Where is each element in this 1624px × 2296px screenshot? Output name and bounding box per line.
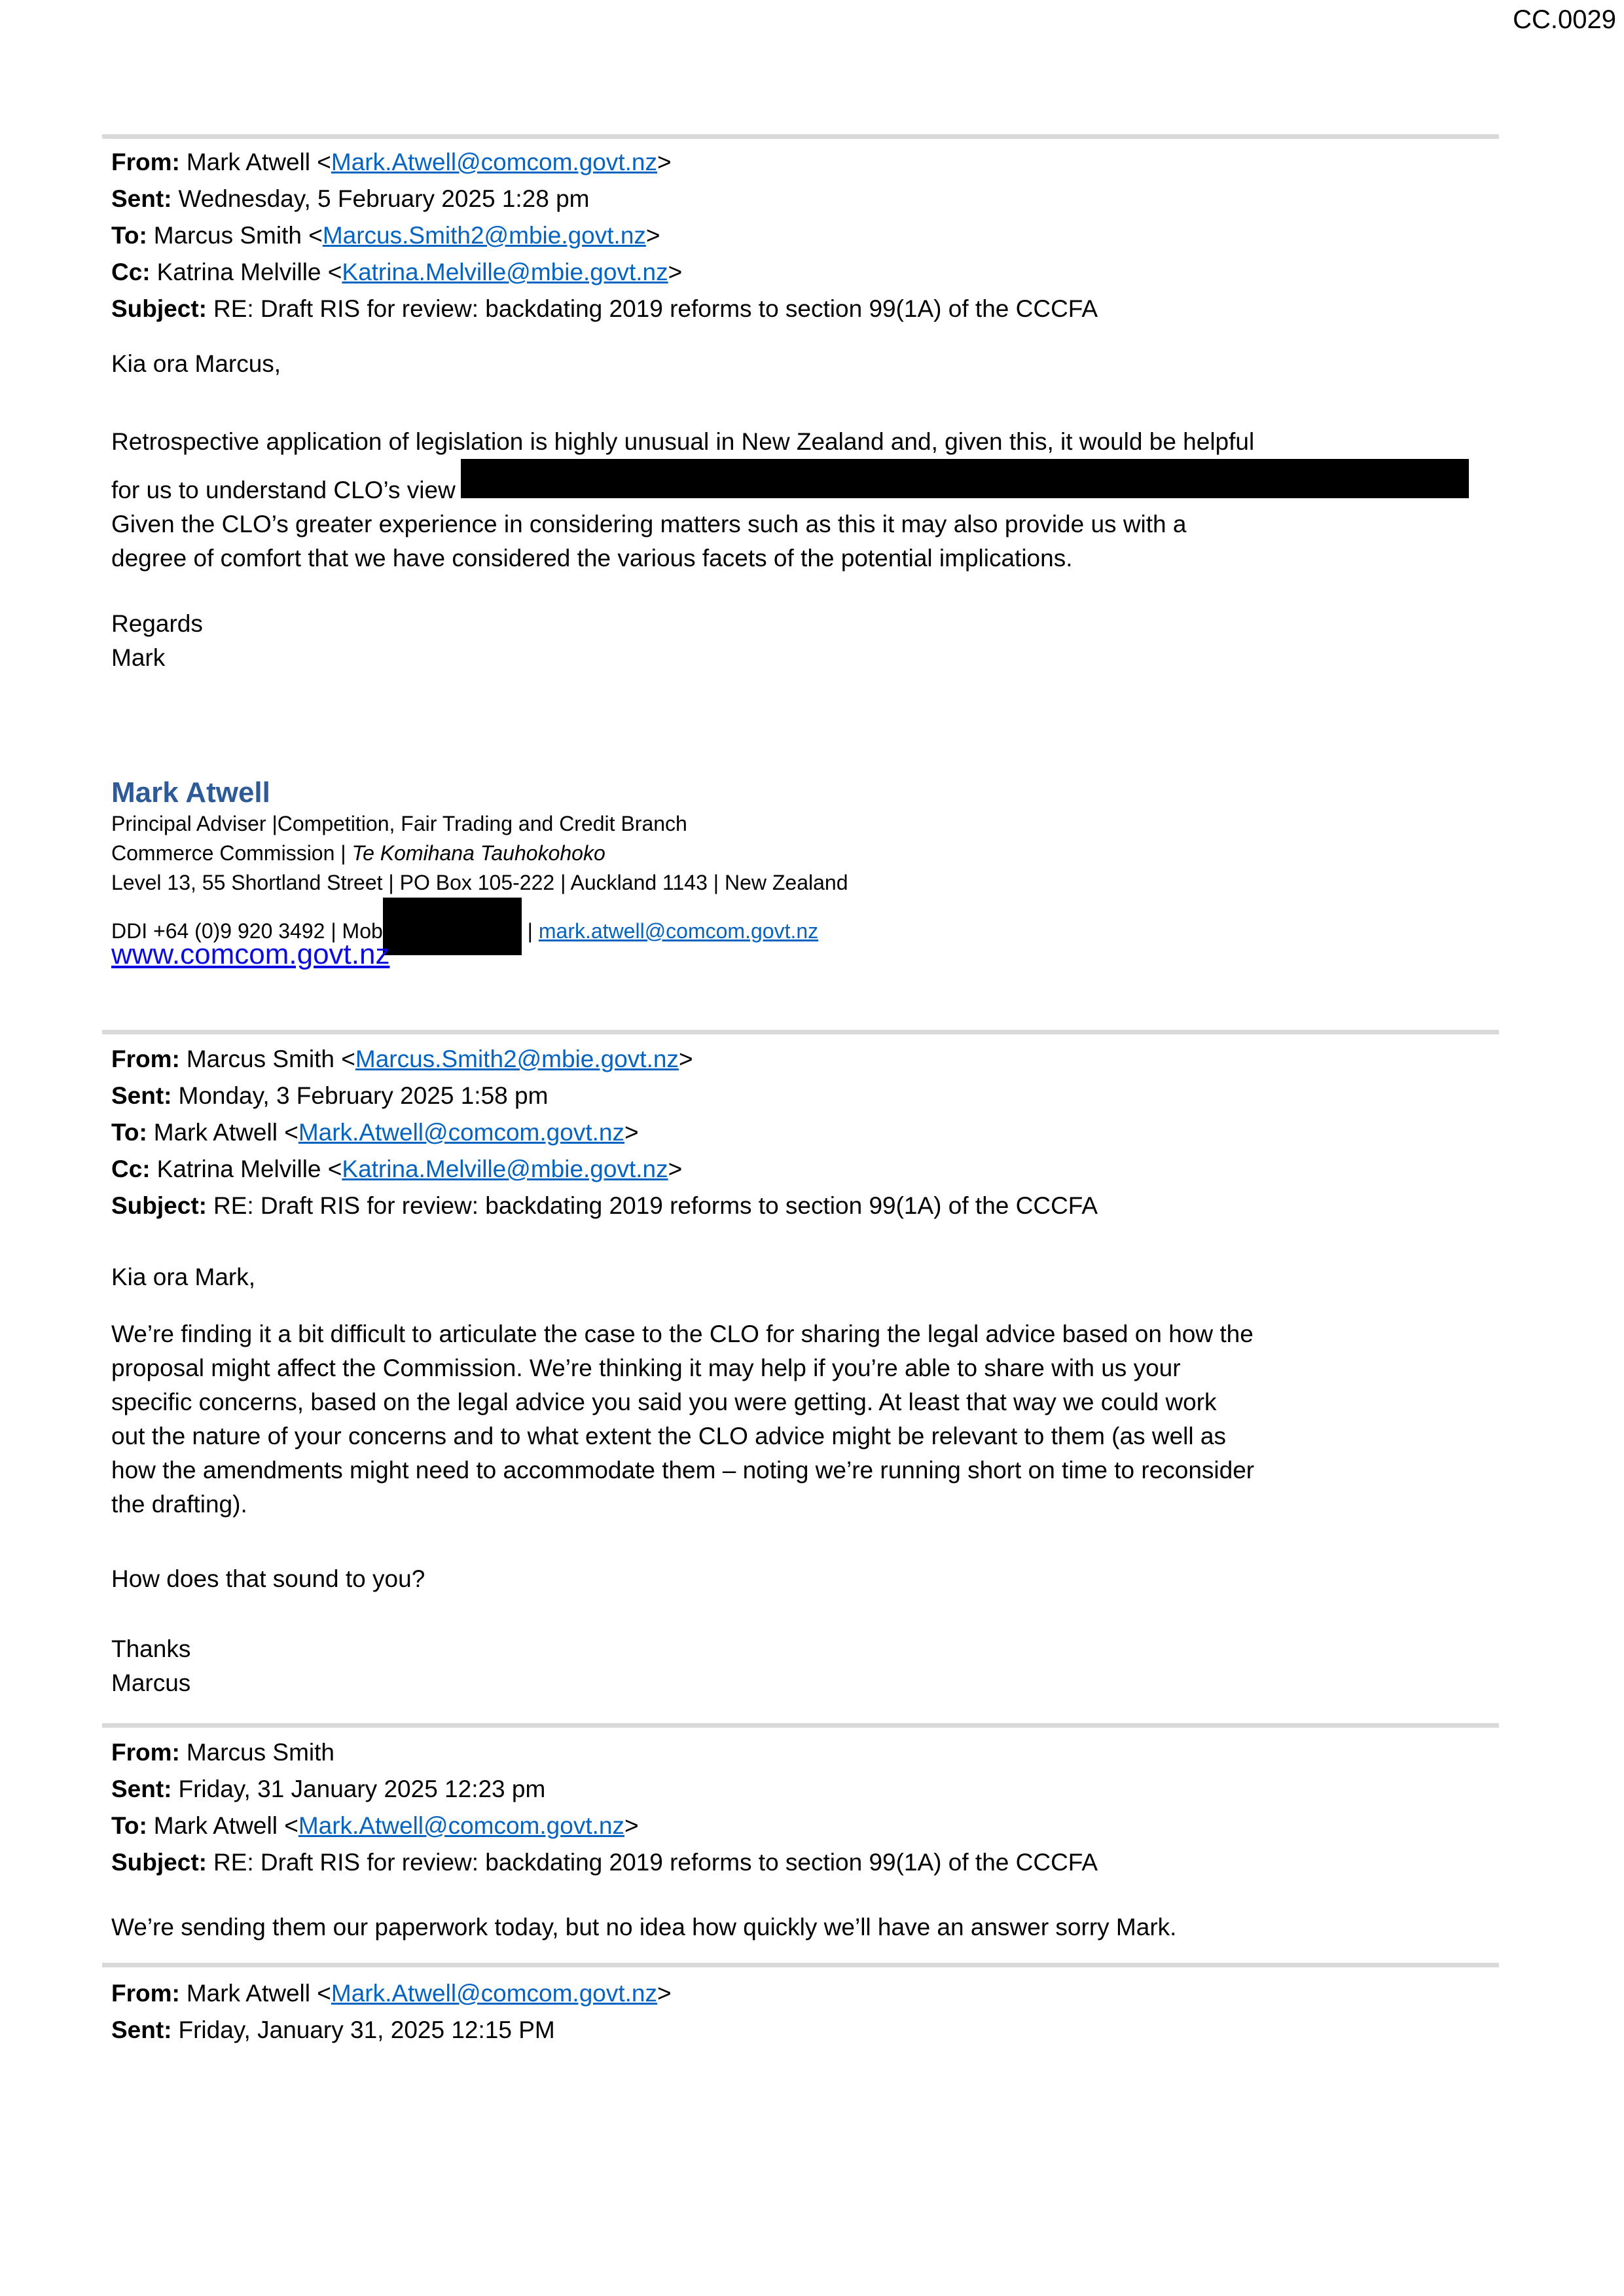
signature-website-link[interactable]: www.comcom.govt.nz: [111, 938, 390, 970]
from-label: From:: [111, 1980, 180, 2007]
email2-signoff: [111, 1632, 1499, 1700]
body-line: the drafting).: [111, 1491, 247, 1518]
sent-value: Wednesday, 5 February 2025 1:28 pm: [178, 185, 590, 212]
email1-greeting: [111, 347, 1499, 381]
from-email-link[interactable]: Mark.Atwell@comcom.govt.nz: [331, 149, 658, 175]
header-row-subject: [111, 291, 1499, 327]
email2-question: [111, 1562, 1499, 1596]
subject-label: Subject:: [111, 1849, 207, 1876]
body-line-redacted: [111, 459, 1499, 507]
from-name: Mark Atwell <: [186, 1980, 331, 2007]
body-line: how the amendments might need to accommodate them – noting we’re running short on time to reconsider: [111, 1457, 1255, 1484]
to-bracket: >: [624, 1812, 639, 1839]
body-line: Given the CLO’s greater experience in considering matters such as this it may also provide us with a: [111, 511, 1187, 538]
signature-name: Mark Atwell: [111, 776, 270, 809]
header-row-subject: [111, 1188, 1499, 1224]
email1-signoff: [111, 607, 1499, 675]
from-bracket: >: [678, 1046, 693, 1072]
from-label: From:: [111, 1739, 180, 1766]
closing-line: Regards: [111, 610, 203, 637]
cc-name: Katrina Melville <: [156, 259, 342, 285]
from-bracket: >: [657, 149, 672, 175]
cc-name: Katrina Melville <: [156, 1156, 342, 1182]
header-row-subject: [111, 1844, 1499, 1881]
subject-value: RE: Draft RIS for review: backdating 2019 reforms to section 99(1A) of the CCCFA: [213, 1192, 1098, 1219]
subject-value: RE: Draft RIS for review: backdating 2019 reforms to section 99(1A) of the CCCFA: [213, 1849, 1098, 1876]
header-row-from: [111, 1041, 1499, 1078]
email-thread: [111, 134, 1499, 2049]
subject-label: Subject:: [111, 295, 207, 322]
header-row-sent: [111, 181, 1499, 217]
greeting-line: Kia ora Mark,: [111, 1264, 256, 1290]
cc-label: Cc:: [111, 259, 151, 285]
greeting-line: Kia ora Marcus,: [111, 350, 281, 377]
sent-label: Sent:: [111, 1082, 172, 1109]
email1-header: [111, 144, 1499, 327]
header-row-cc: [111, 1151, 1499, 1188]
to-email-link[interactable]: Mark.Atwell@comcom.govt.nz: [298, 1119, 624, 1146]
body-line-text: for us to understand CLO’s view: [111, 477, 456, 503]
email3-header: [111, 1734, 1499, 1881]
sent-value: Friday, January 31, 2025 12:15 PM: [178, 2016, 555, 2043]
cc-label: Cc:: [111, 1156, 151, 1182]
signature-address: Level 13, 55 Shortland Street | PO Box 105-222 | Auckland 1143 | New Zealand: [111, 871, 848, 894]
section-divider: [102, 1963, 1499, 1967]
body-line: We’re finding it a bit difficult to articulate the case to the CLO for sharing the legal advice based on how the: [111, 1321, 1254, 1347]
signature-phone-separator: |: [521, 919, 539, 943]
email4-header: [111, 1975, 1499, 2049]
mobile-redaction-bar: [383, 898, 522, 955]
from-email-link[interactable]: Marcus.Smith2@mbie.govt.nz: [355, 1046, 679, 1072]
email1-paragraph: [111, 425, 1499, 575]
cc-email-link[interactable]: Katrina.Melville@mbie.govt.nz: [342, 1156, 668, 1182]
sent-label: Sent:: [111, 185, 172, 212]
email2-greeting: [111, 1260, 1499, 1294]
header-row-sent: [111, 2012, 1499, 2049]
to-label: To:: [111, 1119, 147, 1146]
body-line: degree of comfort that we have considered the various facets of the potential implications.: [111, 545, 1073, 572]
section-divider: [102, 1030, 1499, 1034]
to-bracket: >: [624, 1119, 639, 1146]
signoff-name: Marcus: [111, 1669, 191, 1696]
body-line: out the nature of your concerns and to what extent the CLO advice might be relevant to them (as well as: [111, 1423, 1226, 1449]
header-row-sent: [111, 1771, 1499, 1808]
cc-email-link[interactable]: Katrina.Melville@mbie.govt.nz: [342, 259, 668, 285]
subject-value: RE: Draft RIS for review: backdating 2019 reforms to section 99(1A) of the CCCFA: [213, 295, 1098, 322]
section-divider: [102, 134, 1499, 139]
signature-org-maori: Te Komihana Tauhokohoko: [352, 841, 605, 865]
body-line: We’re sending them our paperwork today, but no idea how quickly we’ll have an answer sorry Mark.: [111, 1914, 1177, 1941]
header-row-cc: [111, 254, 1499, 291]
signature-email-link[interactable]: mark.atwell@comcom.govt.nz: [538, 919, 819, 943]
sent-label: Sent:: [111, 1776, 172, 1802]
from-label: From:: [111, 149, 180, 175]
body-line: proposal might affect the Commission. We’re thinking it may help if you’re able to share with us your: [111, 1355, 1181, 1381]
sent-value: Friday, 31 January 2025 12:23 pm: [178, 1776, 546, 1802]
from-bracket: >: [657, 1980, 672, 2007]
redaction-bar: [461, 459, 1469, 498]
cc-bracket: >: [668, 1156, 683, 1182]
section-divider: [102, 1723, 1499, 1728]
from-email-link[interactable]: Mark.Atwell@comcom.govt.nz: [331, 1980, 658, 2007]
to-email-link[interactable]: Mark.Atwell@comcom.govt.nz: [298, 1812, 624, 1839]
header-row-to: [111, 217, 1499, 254]
to-email-link[interactable]: Marcus.Smith2@mbie.govt.nz: [322, 222, 646, 249]
to-label: To:: [111, 222, 147, 249]
signature-org-english: Commerce Commission |: [111, 841, 352, 865]
from-label: From:: [111, 1046, 180, 1072]
subject-label: Subject:: [111, 1192, 207, 1219]
from-name: Marcus Smith <: [186, 1046, 355, 1072]
header-row-to: [111, 1114, 1499, 1151]
sent-label: Sent:: [111, 2016, 172, 2043]
to-bracket: >: [645, 222, 660, 249]
signature-role: Principal Adviser |Competition, Fair Trading and Credit Branch: [111, 812, 687, 835]
closing-line: Thanks: [111, 1635, 191, 1662]
email2-header: [111, 1041, 1499, 1224]
header-row-sent: [111, 1078, 1499, 1114]
body-line: specific concerns, based on the legal advice you said you were getting. At least that way we could work: [111, 1389, 1217, 1415]
header-row-from: [111, 1734, 1499, 1771]
signature-phone-text: DDI +64 (0)9 920 3492 | Mob: [111, 919, 383, 943]
body-line: How does that sound to you?: [111, 1565, 425, 1592]
email2-paragraph: [111, 1317, 1499, 1522]
header-row-to: [111, 1808, 1499, 1844]
signoff-name: Mark: [111, 644, 166, 671]
from-name: Mark Atwell <: [186, 149, 331, 175]
to-name: Mark Atwell <: [153, 1119, 298, 1146]
signature-phone: [111, 898, 1499, 943]
body-line: Retrospective application of legislation is highly unusual in New Zealand and, given this, it would be helpful: [111, 428, 1255, 455]
sent-value: Monday, 3 February 2025 1:58 pm: [178, 1082, 549, 1109]
to-label: To:: [111, 1812, 147, 1839]
header-row-from: [111, 1975, 1499, 2012]
to-name: Marcus Smith <: [153, 222, 323, 249]
document-number: CC.0029: [1513, 5, 1616, 34]
to-name: Mark Atwell <: [153, 1812, 298, 1839]
header-row-from: [111, 144, 1499, 181]
signature-block: [111, 776, 1499, 979]
cc-bracket: >: [668, 259, 683, 285]
email3-body: [111, 1910, 1499, 1944]
signature-org: [111, 839, 1499, 868]
from-name: Marcus Smith: [186, 1739, 334, 1766]
